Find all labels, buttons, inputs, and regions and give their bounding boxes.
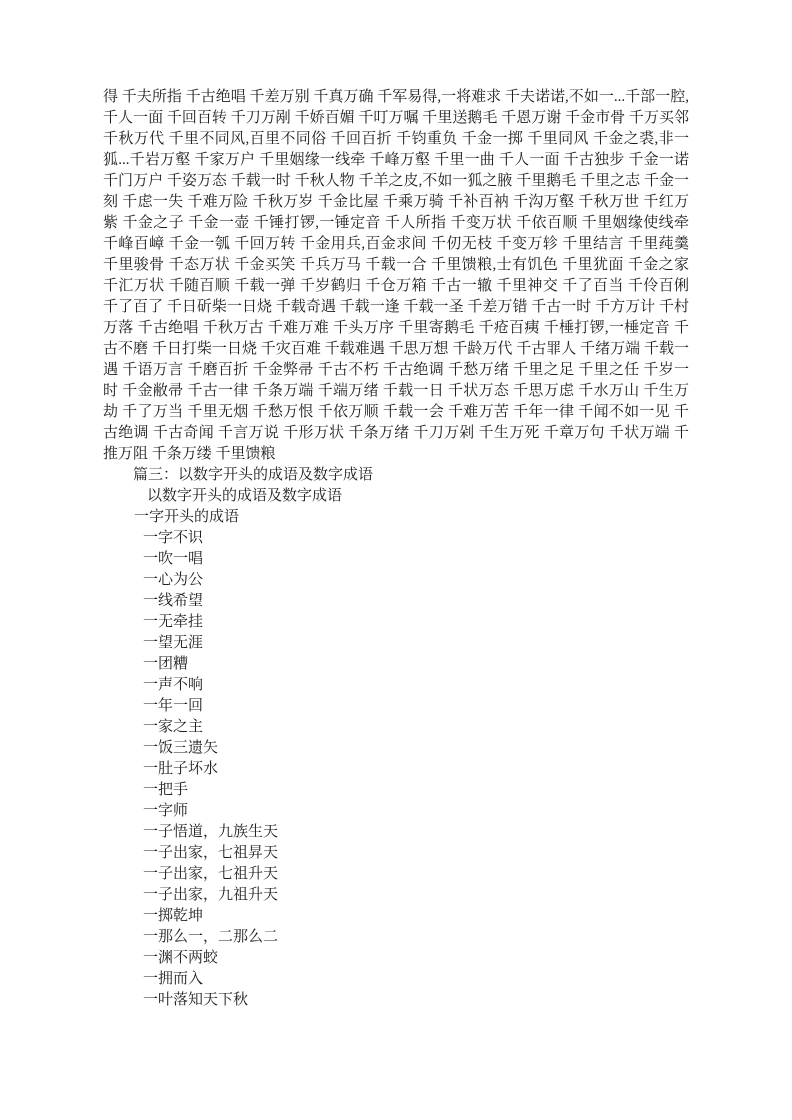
list-item: 一心为公 xyxy=(143,572,204,588)
list-item: 一掷乾坤 xyxy=(143,908,204,924)
list-item: 一那么一，二那么二 xyxy=(143,929,279,945)
list-item: 一无牵挂 xyxy=(143,614,204,630)
list-item: 一线希望 xyxy=(143,593,204,609)
idiom-list xyxy=(103,528,689,1011)
list-item: 一字不识 xyxy=(143,530,204,546)
list-item: 一子出家，七祖升天 xyxy=(143,866,279,882)
section-subheading: 以数字开头的成语及数字成语 xyxy=(147,488,343,504)
idiom-paragraph: 得 千夫所指 千古绝唱 千差万别 千真万确 千军易得,一将难求 千夫诺诺,不如一...千部一腔,千人一面 千回百转 千刀万剐 千娇百媚 千叮万嘱 千里送鹅毛 千恩万谢 千金市骨 千万买邻 千秋万代 千里不同风,百里不同俗 千回百折 千钧重负 千金一掷 千里同风 千金之裘,非一狐...千岩万壑 千家万户 千里姻缘一线牵 千峰万壑 千里一曲 千人一面 千古独步 千金一诺 千门万户 千姿万态 千载一时 千秋人物 千羊之皮,不如一狐之腋 千里鹅毛 千里之志 千金一刻 千虑一失 千难万险 千秋万岁 千金比屋 千乘万骑 千补百衲 千沟万壑 千秋万世 千红万紫 千金之子 千金一壶 千锤打锣,一锤定音 千人所指 千变万状 千依百顺 千里姻缘使线牵 千峰百嶂 千金一瓠 千回万转 千金用兵,百金求间 千仞无枝 千变万轸 千里结言 千里莼羹 千里骏骨 千态万状 千金买笑 千兵万马 千载一合 千里馈粮,士有饥色 千里犹面 千金之家 千汇万状 千随百顺 千载一弹 千岁鹤归 千仓万箱 千古一辙 千里神交 千了百当 千伶百俐 千了百了 千日斫柴一日烧 千载奇遇 千载一逢 千载一圣 千差万错 千古一时 千方万计 千村万落 千古绝唱 千秋万古 千难万难 千头万序 千里寄鹅毛 千疮百痍 千棰打锣,一棰定音 千古不磨 千日打柴一日烧 千灾百难 千载难遇 千思万想 千龄万代 千古罪人 千绪万端 千载一遇 千语万言 千磨百折 千金弊帚 千古不朽 千古绝调 千愁万绪 千里之足 千里之任 千岁一时 千金敝帚 千古一律 千条万端 千端万绪 千载一日 千状万态 千思万虑 千水万山 千生万劫 千了万当 千里无烟 千愁万恨 千依万顺 千载一会 千难万苦 千年一律 千闻不如一见 千古绝调 千古奇闻 千言万说 千形万状 千条万绪 千刀万剁 千生万死 千章万句 千状万端 千推万阻 千条万缕 千里馈粮 xyxy=(103,89,689,462)
list-item: 一饭三遗矢 xyxy=(143,740,219,756)
list-item: 一字师 xyxy=(143,803,189,819)
list-item: 一望无涯 xyxy=(143,635,204,651)
list-item: 一子出家，七祖昇天 xyxy=(143,845,279,861)
list-item: 一团糟 xyxy=(143,656,189,672)
list-item: 一声不响 xyxy=(143,677,204,693)
list-item: 一肚子坏水 xyxy=(143,761,219,777)
list-item: 一拥而入 xyxy=(143,971,204,987)
list-item: 一年一回 xyxy=(143,698,204,714)
list-item: 一家之主 xyxy=(143,719,204,735)
section-heading: 篇三：以数字开头的成语及数字成语 xyxy=(133,467,374,483)
list-item: 一子出家，九祖升天 xyxy=(143,887,279,903)
list-item: 一叶落知天下秋 xyxy=(143,992,249,1008)
list-item: 一把手 xyxy=(143,782,189,798)
list-title: 一字开头的成语 xyxy=(134,509,240,525)
list-item: 一子悟道，九族生天 xyxy=(143,824,279,840)
list-item: 一渊不两蛟 xyxy=(143,950,219,966)
list-item: 一吹一唱 xyxy=(143,551,204,567)
